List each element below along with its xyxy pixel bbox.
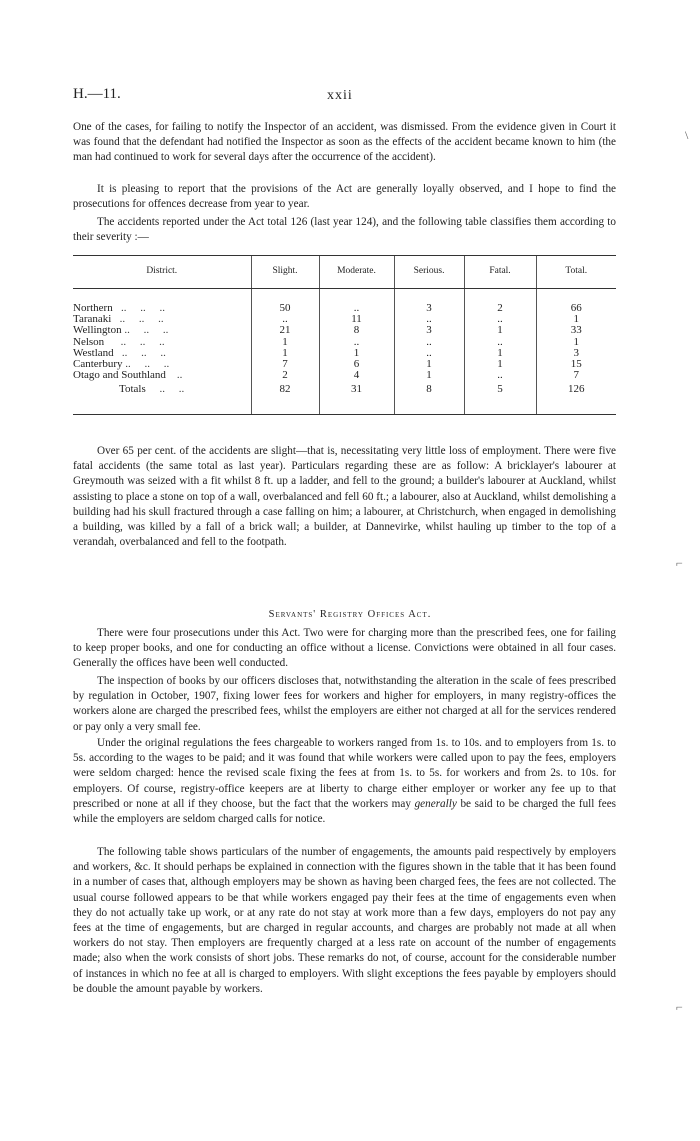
table-header-row [73,256,616,289]
totals-label: Totals .. .. [119,383,185,396]
table-cell: 126 [536,381,616,395]
table-cell: 1 [536,337,616,348]
paragraph-engagements-table: The following table shows particulars of the number of engagements, the amounts paid respectively by employers and workers, &c. It should perhaps be explained in connection with the figures shown in the table that it has been found in a number of cases that, although employers may be shown as having been charged fees, the fees are not collected. The usual course followed appears to be that while workers engaged pay their fees at the time of engagements even when they do not actually take up work, or at any rate do not stay at work more than a few days, employers do not pay any fees at the time of engagements, but are charged in regular accounts, and charges are probably not made at all when workers do not stay. Then employers are frequently charged at a less rate on account of the number of engagements made; also when the work consists of short jobs. These remarks do not, of course, account for the considerable number of instances in which no fee at all is charged to employers. With slight exceptions the fees payable by employers should be double the amount payable by workers. [73,846,616,995]
paragraph-dismissed-case: One of the cases, for failing to notify the Inspector of an accident, was dismissed. From the evidence given in Court it was found that the defendant had notified the Inspector as soon as the effects of the accident became known to him (the man had continued to work for several days after the occurrence of the accident). [73,121,616,164]
paragraph-prosecutions: There were four prosecutions under this Act. Two were for charging more than the prescribed fees, one for failing to keep proper books, and one for conducting an office without a license. Convictions were obtained in all four cases. Generally the offices have been well conducted. [73,627,616,670]
table-cell: 1 [464,359,536,370]
table-cell: 8 [394,381,464,395]
table-cell: 50 [251,303,319,314]
table-cell: .. [394,337,464,348]
table-cell: 3 [394,325,464,336]
paragraph-inspection-books: The inspection of books by our officers discloses that, notwithstanding the alteration in the scale of fees prescribed by regulation in October, 1907, fixing lower fees for workers and higher for employers, in many registry-offices the workers alone are charged the prescribed fees, whilst the employers are either not charged at all for the services rendered or pay only a very small fee. [73,675,616,733]
page-number: xxii [327,88,353,103]
report-code: H.—11. [73,86,121,102]
table-cell: 1 [464,348,536,359]
column-header: District. [73,256,251,289]
district-cell: Nelson .. .. .. [73,335,165,348]
accidents-table [73,255,616,415]
margin-mark: ⌐ [676,1000,683,1014]
table-cell: 6 [319,359,394,370]
table-cell: 15 [536,359,616,370]
margin-mark: ⌐ [676,556,683,570]
table-cell: 66 [536,303,616,314]
table-cell: 33 [536,325,616,336]
column-header: Fatal. [464,256,536,289]
table-cell: 8 [319,325,394,336]
table-cell: .. [464,337,536,348]
table-cell: .. [394,314,464,325]
district-cell: Wellington .. .. .. [73,324,169,337]
table-cell: 1 [251,337,319,348]
table-row [73,370,616,381]
district-cell: Taranaki .. .. .. [73,313,164,326]
table-cell: 1 [251,348,319,359]
column-header: Serious. [394,256,464,289]
table-cell: 3 [394,303,464,314]
paragraph-original-regulations: Under the original regulations the fees chargeable to workers ranged from 1s. to 10s. and to employers from 1s. to 5s. according to the wages to be paid; and it was found that while workers were called upon to pay the fees, employers were seldom charged: hence the revised scale fixing the fees at from 1s. to 5s. for workers and from 2s. to 10s. for employers. Of course, registry-office keepers are at liberty to charge either employer or worker any fee up to that prescribed or none at all if they choose, but the fact that the workers may generally be said to be charged the full fees while the employers are seldom charged calls for notice. [73,737,617,826]
table-cell: 1 [394,359,464,370]
table-cell: 3 [536,348,616,359]
margin-mark: \ [685,128,689,142]
table-cell: .. [464,370,536,381]
table-cell: .. [251,314,319,325]
table-cell: 1 [464,325,536,336]
table-cell: 21 [251,325,319,336]
table-cell: 1 [394,370,464,381]
district-cell: Otago and Southland .. [73,369,183,382]
section-heading: Servants' Registry Offices Act. [268,609,432,620]
table-cell: .. [319,303,394,314]
column-header: Total. [536,256,616,289]
paragraph-act-observed: It is pleasing to report that the provisions of the Act are generally loyally observed, and I hope to find the prosecutions for offences decrease from year to year. [73,183,616,211]
table-cell: 1 [536,314,616,325]
district-cell: Northern .. .. .. [73,302,165,314]
table-cell: 82 [251,381,319,395]
table-cell: 4 [319,370,394,381]
table-cell: 2 [251,370,319,381]
table-cell: .. [319,337,394,348]
table-cell: 5 [464,381,536,395]
table-cell: 7 [536,370,616,381]
table-cell: 31 [319,381,394,395]
paragraph-accidents-total: The accidents reported under the Act total 126 (last year 124), and the following table classifies them according to their severity :— [73,216,616,244]
table-cell: .. [394,348,464,359]
totals-row [73,381,616,395]
district-cell: Westland .. .. .. [73,346,166,359]
table-cell: 2 [464,303,536,314]
table-cell: 1 [319,348,394,359]
table-cell: .. [464,314,536,325]
table-cell: 7 [251,359,319,370]
column-header: Moderate. [319,256,394,289]
table-cell: 11 [319,314,394,325]
column-header: Slight. [251,256,319,289]
district-cell: Canterbury .. .. .. [73,358,170,371]
paragraph-fatal-accidents: Over 65 per cent. of the accidents are slight—that is, necessitating very little loss of employment. There were five fatal accidents (the same total as last year). Particulars regarding these are as follow: A bricklayer's labourer at Greymouth was seized with a fit whilst 8 ft. up a ladder, and fell to the ground; a builder's labourer at Auckland, whilst assisting to place a stone on top of a wall, overbalanced and fell 60 ft.; a labourer, also at Auckland, whilst demolishing a building had his skull fractured through a case falling on him; a labourer, at Christchurch, when engaged in demolishing a building, was killed by a fall of a brick wall; a builder, at Dannevirke, whilst hauling up timber to the top of a verandah, overbalanced and fell to the footpath. [73,445,616,549]
